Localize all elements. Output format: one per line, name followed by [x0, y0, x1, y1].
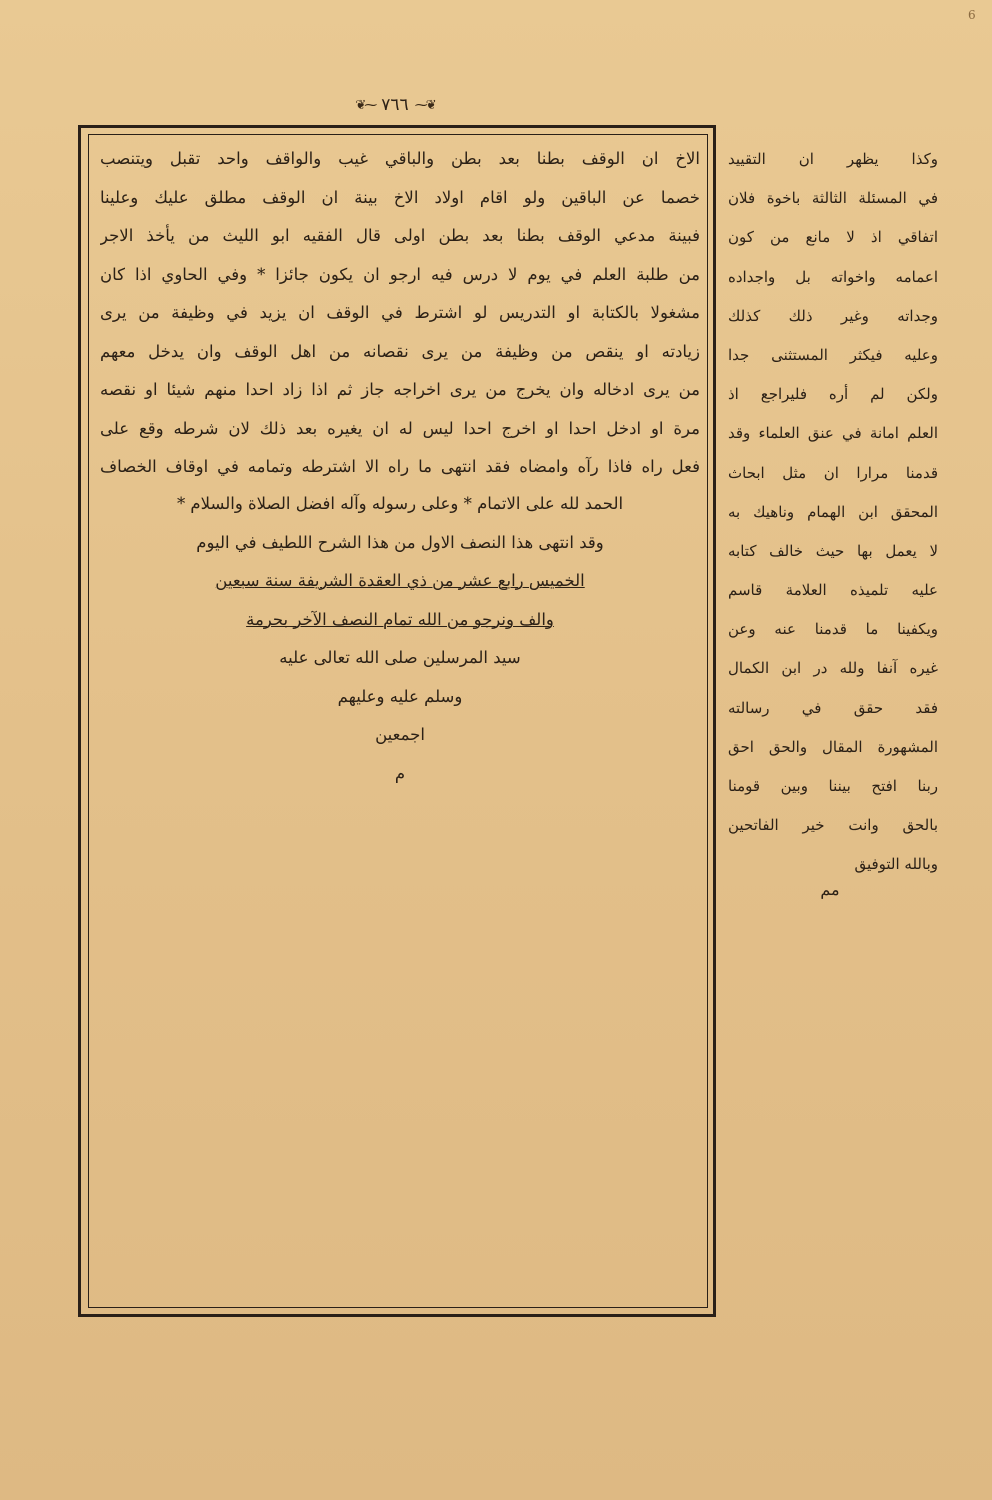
text-line: فعل راه فاذا رآه وامضاه فقد انتهى ما راه الا اشترطه وتمامه في اوقاف الخصاف [100, 457, 700, 476]
ornament-icon: ❦⁓ [414, 97, 435, 113]
colophon [100, 485, 700, 793]
colophon-line: الخميس رابع عشر من ذي العقدة الشريفة سنة سبعين [215, 571, 585, 590]
colophon-end-mark: م [394, 763, 406, 783]
text-line: مرة او ادخل احدا او اخرج احدا ليس له ان يغيره بعد ذلك لان شرطه وقع على [100, 418, 700, 438]
text-line: من طلبة العلم في يوم لا درس فيه ارجو ان يكون جائزا * وفي الحاوي اذا كان [100, 264, 700, 284]
margin-line: وبالله التوفيق [854, 855, 938, 874]
margin-line: وكذا يظهر ان التقييد [728, 150, 938, 168]
margin-line: المشهورة المقال والحق احق [728, 737, 938, 756]
text-line: خصما عن الباقين ولو اقام اولاد الاخ بينة ان الوقف مطلق عليك وعلينا [100, 187, 700, 207]
page-header [330, 90, 460, 120]
ornament-icon: ⁓❦ [355, 97, 376, 113]
colophon-line: اجمعين [375, 725, 425, 744]
margin-line: عليه تلميذه العلامة قاسم [728, 581, 938, 600]
margin-line: ولكن لم أره فليراجع اذ [728, 385, 938, 404]
margin-commentary [728, 140, 938, 885]
colophon-line: وقد انتهى هذا النصف الاول من هذا الشرح اللطيف في اليوم [196, 532, 604, 552]
corner-mark: 6 [968, 8, 976, 22]
page-number: ٧٦٦ [381, 95, 409, 115]
margin-line: وعليه فيكثر المستثنى جدا [728, 345, 938, 364]
margin-line: قدمنا مرارا ان مثل ابحاث [728, 463, 938, 482]
text-line: من يرى ادخاله وان يخرج من يرى اخراجه جاز ثم اذا زاد احدا منهم شيئا او نقصه [100, 380, 700, 399]
margin-line: اعمامه واخواته بل واجداده [728, 267, 938, 286]
colophon-line: والف ونرجو من الله تمام النصف الآخر بحرمة [246, 609, 554, 629]
colophon-line: وسلم عليه وعليهم [337, 686, 463, 706]
text-line: فبينة مدعي الوقف بطنا بعد بطن اولى قال الفقيه ابو الليث من يأخذ الاجر [100, 226, 700, 245]
margin-line: غيره آنفا ولله در ابن الكمال [728, 659, 938, 678]
colophon-line: سيد المرسلين صلى الله تعالى عليه [279, 648, 521, 667]
margin-line: في المسئلة الثالثة باخوة فلان [728, 189, 938, 208]
margin-line: فقد حقق في رسالته [728, 698, 938, 717]
margin-line: العلم امانة في عنق العلماء وقد [728, 424, 938, 443]
margin-line: وجداته وغير ذلك كذلك [728, 306, 938, 325]
margin-line: بالحق وانت خير الفاتحين [728, 816, 938, 835]
margin-line: المحقق ابن الهمام وناهيك به [728, 502, 938, 521]
colophon-line: الحمد لله على الاتمام * وعلى رسوله وآله افضل الصلاة والسلام * [176, 494, 624, 513]
text-line: الاخ ان الوقف بطنا بعد بطن والباقي غيب والواقف واحد تقبل ويتنصب [100, 149, 700, 168]
margin-line: اتفاقي اذ لا مانع من كون [728, 228, 938, 247]
margin-end-mark: مم [820, 880, 840, 899]
main-body-text [100, 140, 700, 487]
margin-line: لا يعمل بها حيث خالف كتابه [728, 541, 938, 560]
margin-line: ويكفينا ما قدمنا عنه وعن [728, 620, 938, 639]
text-line: زيادته او ينقص من وظيفة من يرى نقصانه من اهل الوقف وان يدخل معهم [100, 341, 700, 361]
text-line: مشغولا بالكتابة او التدريس لو اشترط في الوقف ان يزيد في وظيفة من يرى [100, 303, 700, 322]
margin-line: ربنا افتح بيننا وبين قومنا [728, 777, 938, 795]
